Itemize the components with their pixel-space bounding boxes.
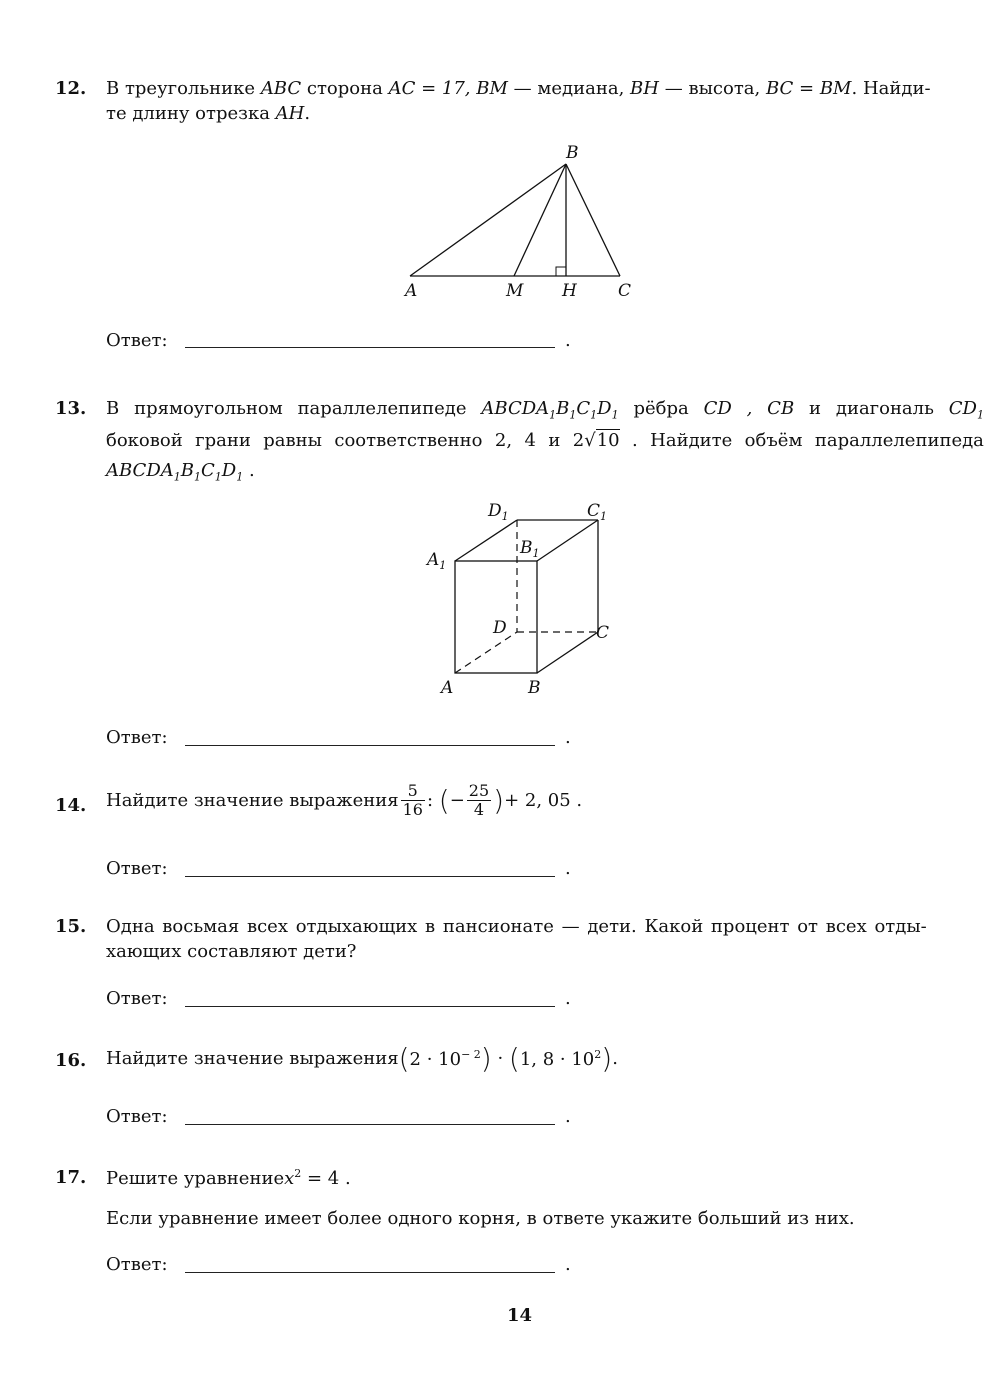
task-14-number: 14. [55,795,87,816]
t17-eq: = 4 . [301,1168,351,1189]
label-d1-letter: D [488,501,502,521]
label-a1-letter: A [427,550,440,570]
t13-w2: прямоугольном [134,398,283,419]
t16-p1-close: ) [480,1042,492,1075]
t13-s2: 1 [569,408,577,422]
answer-label-17: Ответ: [106,1254,168,1275]
t16-p2-exp: 2 [594,1047,602,1061]
t17-text: Решите уравнение [106,1168,285,1189]
answer-label-16: Ответ: [106,1106,168,1127]
t12-bh: BH [630,78,659,99]
t17-x: x [284,1168,295,1189]
t13-w4 [481,398,619,422]
label-c: C [596,623,610,643]
label-c1 [587,501,607,523]
t13-s3: 1 [590,408,598,422]
t13-l2-w8: 2√10 [572,430,620,451]
t13-c1: C [576,398,591,419]
answer-label-12: Ответ: [106,330,168,351]
t16-p2 [520,1049,601,1070]
answer-field-15[interactable] [185,1006,555,1007]
t13-l2-w5: 2, [494,430,513,451]
t16-end: . [612,1048,618,1069]
t14-colon: : [426,790,434,811]
task-15-number: 15. [55,916,87,937]
t13-w5: рёбра [633,398,689,419]
t13-l3-d1: D [221,460,237,481]
t13-l2-w8b: 10 [596,430,620,451]
task-12-text-line2 [106,103,310,124]
t13-l3-base: ABCDA [106,460,174,481]
median-bm [514,164,566,276]
t13-l2-w6: 4 [524,430,536,451]
task-12-text-line1 [106,78,931,99]
t13-l3-s3: 1 [214,470,222,484]
t16-dot: · [491,1048,509,1069]
t16-p1-exp: − 2 [461,1047,481,1061]
t13-l2-w3: равны [263,430,322,451]
label-d1 [487,501,509,523]
t13-d1: D [597,398,612,419]
t12-text-e: . Найди- [851,78,931,99]
t13-l3-name [106,460,244,484]
t12-bm: BM [476,78,508,99]
label-c1-sub: 1 [600,510,608,523]
t13-l2-w10: Найдите [650,430,733,451]
label-c1-letter: C [587,501,601,521]
t13-w7: CB [767,398,795,419]
task-15-text-line2: хающих составляют дети? [106,941,357,962]
t13-w10 [948,398,984,422]
label-a: A [441,678,454,698]
t13-w3: параллелепипеде [297,398,467,419]
task-17-number: 17. [55,1167,87,1188]
t14-paren-open: ( [438,784,450,817]
t13-b1: B [556,398,570,419]
label-d: D [493,618,507,638]
answer-end-14: . [565,858,571,879]
t14-den2: 4 [473,800,485,819]
t12-ah: AH [275,103,305,124]
t13-l3-c1: C [201,460,215,481]
t12-text-d: — высота, [664,78,761,99]
t16-p2-open: ( [508,1042,520,1075]
answer-end-16: . [565,1106,571,1127]
label-b: B [566,143,579,163]
label-a1 [425,550,446,572]
front-face [455,561,537,673]
side-ab [410,164,566,276]
label-c: C [618,281,632,301]
t14-den1: 16 [402,800,423,819]
answer-field-17[interactable] [185,1272,555,1273]
t13-l2-w2: грани [195,430,251,451]
answer-field-16[interactable] [185,1124,555,1125]
answer-end-15: . [565,988,571,1009]
t16-p1 [410,1049,481,1070]
answer-label-14: Ответ: [106,858,168,879]
label-d1-sub: 1 [501,510,509,523]
label-b1 [519,538,540,560]
label-h: H [562,281,577,301]
triangle-figure [390,140,650,305]
t14-num1: 5 [401,782,425,801]
answer-label-13: Ответ: [106,727,168,748]
label-b1-letter: B [520,538,533,558]
t13-w8: и [809,398,822,419]
t16-p1-base: 2 · 10 [409,1048,462,1070]
t13-l3-b1: B [180,460,194,481]
t13-l2-w12: параллелепипеда [814,430,984,451]
t12-text-b: сторона [306,78,383,99]
task-12-number: 12. [55,78,87,99]
t16-p2-close: ) [601,1042,613,1075]
right-angle-mark [556,267,566,276]
t13-l3-s1: 1 [173,470,181,484]
t12-text-a: В треугольнике [106,78,256,99]
t14-minus: − [449,790,465,811]
t13-s4: 1 [611,408,619,422]
t12-line2-a: те длину отрезка [106,103,270,124]
side-bc [566,164,620,276]
task-14-text [106,782,582,819]
t13-l2-w11: объём [744,430,803,451]
t13-l2-w4: соответственно [334,430,483,451]
task-17-text-line2: Если уравнение имеет более одного корня, в ответе укажите больший из них. [106,1208,855,1229]
t13-s1: 1 [549,408,557,422]
edge-ad-hidden [455,632,517,673]
task-13-number: 13. [55,398,87,419]
answer-label-15: Ответ: [106,988,168,1009]
answer-field-14[interactable] [185,876,555,877]
t14-paren-close: ) [493,784,505,817]
t13-w4-base: ABCDA [481,398,550,419]
t13-l3-s2: 1 [194,470,201,484]
label-m: M [506,281,524,301]
label-a: A [405,281,418,301]
t13-l2-w7: и [548,430,561,451]
answer-end-13: . [565,727,571,748]
answer-field-12[interactable] [185,347,555,348]
answer-end-17: . [565,1254,571,1275]
edge-bc [537,632,598,673]
task-16-number: 16. [55,1050,87,1071]
task-17-text [106,1167,351,1189]
task-15-text-line1: Одна восьмая всех отдыхающих в пансионате — дети. Какой процент от всех отды- [106,916,927,937]
t16-p2-base: 1, 8 · 10 [519,1048,595,1070]
t13-l2-w9: . [632,430,638,451]
task-13-text-line2 [106,430,984,451]
t13-l2-w1: боковой [106,430,183,451]
t12-line2-end: . [304,103,311,124]
label-b: B [528,678,541,698]
t14-tail: + 2, 05 . [504,790,583,811]
t13-w10-sub: 1 [976,408,984,422]
t12-bc-eq: BC = BM [765,78,852,99]
task-13-text-line3 [106,460,255,484]
t13-l2-w8a: 2 [572,430,585,451]
t17-exp: 2 [294,1167,302,1180]
t14-fraction-2 [467,782,491,819]
page-number: 14 [507,1305,533,1326]
t16-text: Найдите значение выражения [106,1048,399,1069]
t13-w9: диагональ [835,398,934,419]
t13-w10-base: CD [948,398,977,419]
t16-p1-open: ( [398,1042,410,1075]
parallelepiped-figure [415,495,625,700]
t13-w1: В [106,398,120,419]
t14-num2: 25 [468,781,490,800]
edge-b1c1 [537,520,598,561]
t12-abc: ABC [260,78,302,99]
t14-text: Найдите значение выражения [106,790,399,811]
t13-l3-end: . [243,460,255,481]
t13-w6: CD , [703,398,753,419]
t14-fraction-1 [401,782,425,819]
edge-a1d1 [455,520,517,561]
label-b1-sub: 1 [532,547,540,560]
answer-field-13[interactable] [185,745,555,746]
label-a1-sub: 1 [439,559,447,572]
task-13-text-line1 [106,398,984,422]
t13-l3-s4: 1 [236,470,244,484]
t12-text-c: — медиана, [513,78,625,99]
answer-end-12: . [565,330,571,351]
t12-ac-eq: AC = 17, [388,78,471,99]
task-16-text [106,1042,618,1075]
